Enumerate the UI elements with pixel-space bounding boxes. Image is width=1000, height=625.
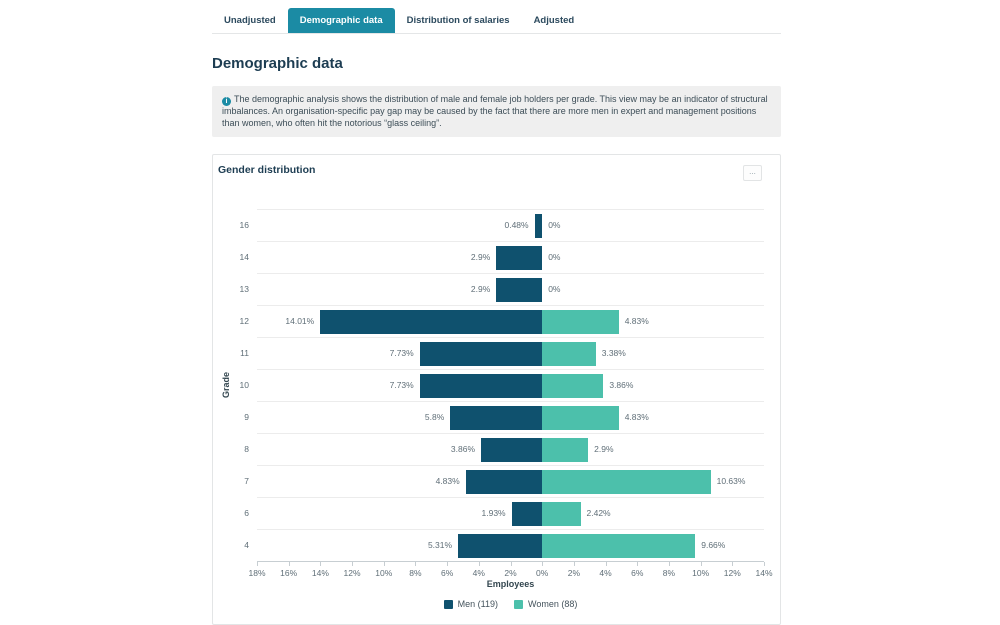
x-axis-tick-label: 12% bbox=[343, 568, 361, 578]
women-value-label: 2.9% bbox=[594, 444, 614, 454]
x-axis-tick-label: 2% bbox=[567, 568, 581, 578]
grade-tick-label: 13 bbox=[239, 284, 249, 294]
x-axis-tick bbox=[606, 562, 607, 566]
men-value-label: 5.31% bbox=[427, 540, 453, 550]
women-value-label: 4.83% bbox=[624, 316, 649, 326]
women-value-label: 0% bbox=[548, 284, 561, 294]
chart-legend bbox=[257, 599, 764, 609]
x-axis-tick-label: 16% bbox=[280, 568, 298, 578]
women-value-label: 2.42% bbox=[586, 508, 611, 518]
men-bar[interactable] bbox=[496, 278, 542, 302]
x-axis-tick bbox=[289, 562, 290, 566]
men-bar[interactable] bbox=[496, 246, 542, 270]
legend-swatch bbox=[514, 600, 523, 609]
women-value-label: 0% bbox=[548, 252, 561, 262]
men-bar[interactable] bbox=[420, 374, 542, 398]
grade-tick-label: 14 bbox=[239, 252, 249, 262]
x-axis-tick-label: 10% bbox=[375, 568, 393, 578]
men-bar[interactable] bbox=[458, 534, 542, 558]
x-axis-tick bbox=[320, 562, 321, 566]
men-value-label: 4.83% bbox=[435, 476, 460, 486]
tab-unadjusted[interactable]: Unadjusted bbox=[224, 15, 276, 26]
chart-row bbox=[239, 369, 764, 401]
men-value-label: 14.01% bbox=[285, 316, 315, 326]
legend-label: Women (88) bbox=[528, 599, 578, 609]
women-value-label: 3.38% bbox=[601, 348, 626, 358]
x-axis-tick bbox=[352, 562, 353, 566]
info-icon: i bbox=[222, 97, 231, 106]
x-axis-tick-label: 6% bbox=[631, 568, 644, 578]
women-value-label: 0% bbox=[548, 220, 561, 230]
women-value-label: 10.63% bbox=[716, 476, 746, 486]
men-value-label: 7.73% bbox=[389, 380, 414, 390]
women-bar[interactable] bbox=[542, 470, 710, 494]
x-axis-tick-label: 18% bbox=[248, 568, 266, 578]
grade-tick-label: 4 bbox=[244, 540, 249, 550]
chart-rows bbox=[239, 209, 764, 561]
legend-item-men[interactable] bbox=[444, 599, 498, 609]
page-title: Demographic data bbox=[212, 55, 343, 72]
women-bar[interactable] bbox=[542, 310, 619, 334]
grade-tick-label: 16 bbox=[239, 220, 249, 230]
x-axis-tick bbox=[542, 562, 543, 566]
men-bar[interactable] bbox=[450, 406, 542, 430]
y-axis-label-wrap bbox=[219, 209, 233, 561]
women-bar[interactable] bbox=[542, 342, 596, 366]
chart-row bbox=[239, 241, 764, 273]
y-axis-label: Grade bbox=[221, 371, 232, 399]
grade-tick-label: 8 bbox=[244, 444, 249, 454]
info-text: The demographic analysis shows the distribution of male and female job holders per grade. This view may be an indicator of structural imbalances. An organisation-specific pay gap may be caused by the fact that there are more men in expert and management positions than women, who often hit the notorious “glass ceiling”. bbox=[222, 94, 768, 128]
x-axis-tick bbox=[384, 562, 385, 566]
x-axis-tick bbox=[669, 562, 670, 566]
tab-distribution-of-salaries[interactable]: Distribution of salaries bbox=[406, 15, 510, 26]
x-axis-tick bbox=[447, 562, 448, 566]
men-value-label: 0.48% bbox=[504, 220, 529, 230]
x-axis-tick bbox=[415, 562, 416, 566]
x-axis-tick-label: 0% bbox=[536, 568, 549, 578]
chart-row bbox=[244, 465, 764, 497]
men-value-label: 7.73% bbox=[389, 348, 414, 358]
x-axis-tick-label: 8% bbox=[409, 568, 422, 578]
men-value-label: 3.86% bbox=[450, 444, 476, 454]
card-menu-button[interactable]: ... bbox=[743, 165, 762, 181]
women-bar[interactable] bbox=[542, 406, 619, 430]
women-value-label: 4.83% bbox=[624, 412, 649, 422]
grade-tick-label: 10 bbox=[239, 380, 249, 390]
tab-bar bbox=[212, 0, 781, 34]
x-axis-tick-label: 8% bbox=[662, 568, 676, 578]
gender-distribution-card bbox=[212, 154, 781, 625]
tab-demographic-data[interactable]: Demographic data bbox=[288, 8, 395, 33]
x-axis-tick-label: 4% bbox=[599, 568, 612, 578]
women-bar[interactable] bbox=[542, 534, 695, 558]
x-axis-label: Employees bbox=[486, 579, 535, 589]
chart-title: Gender distribution bbox=[218, 164, 316, 176]
chart-row bbox=[239, 273, 764, 305]
x-axis-tick bbox=[764, 562, 765, 566]
x-axis-tick bbox=[257, 562, 258, 566]
chart-row bbox=[244, 433, 764, 465]
grade-tick-label: 12 bbox=[239, 316, 249, 326]
chart-row bbox=[240, 337, 764, 369]
chart-row bbox=[244, 529, 764, 561]
men-value-label: 2.9% bbox=[470, 284, 491, 294]
x-axis-tick bbox=[732, 562, 733, 566]
men-bar[interactable] bbox=[512, 502, 543, 526]
grade-tick-label: 9 bbox=[244, 412, 249, 422]
x-axis-tick bbox=[574, 562, 575, 566]
legend-label: Men (119) bbox=[457, 599, 498, 609]
men-bar[interactable] bbox=[320, 310, 542, 334]
women-bar[interactable] bbox=[542, 438, 588, 462]
x-axis-tick bbox=[479, 562, 480, 566]
men-bar[interactable] bbox=[481, 438, 542, 462]
men-bar[interactable] bbox=[535, 214, 543, 238]
x-axis-tick-label: 2% bbox=[504, 568, 517, 578]
x-axis-tick-label: 6% bbox=[440, 568, 454, 578]
chart-row bbox=[244, 497, 764, 529]
men-bar[interactable] bbox=[420, 342, 542, 366]
x-axis-tick bbox=[701, 562, 702, 566]
content-column bbox=[212, 0, 781, 625]
x-axis-tick-label: 4% bbox=[472, 568, 485, 578]
women-value-label: 9.66% bbox=[701, 540, 726, 550]
women-value-label: 3.86% bbox=[609, 380, 634, 390]
grade-tick-label: 7 bbox=[244, 476, 249, 486]
men-value-label: 5.8% bbox=[424, 412, 445, 422]
grade-tick-label: 6 bbox=[244, 508, 249, 518]
men-value-label: 1.93% bbox=[481, 508, 506, 518]
x-axis-tick bbox=[637, 562, 638, 566]
x-axis-tick-label: 10% bbox=[692, 568, 710, 578]
men-value-label: 2.9% bbox=[470, 252, 491, 262]
chart-row bbox=[239, 305, 764, 337]
x-axis bbox=[248, 561, 773, 578]
info-banner bbox=[212, 86, 781, 137]
women-bar[interactable] bbox=[542, 502, 580, 526]
tab-adjusted[interactable]: Adjusted bbox=[533, 15, 575, 26]
chart-row bbox=[244, 401, 764, 433]
legend-swatch bbox=[444, 600, 453, 609]
grade-tick-label: 11 bbox=[240, 348, 249, 358]
x-axis-tick-label: 12% bbox=[723, 568, 741, 578]
x-axis-tick-label: 14% bbox=[755, 568, 773, 578]
legend-item-women[interactable] bbox=[514, 599, 577, 609]
x-axis-tick-label: 14% bbox=[311, 568, 329, 578]
chart-row bbox=[239, 209, 764, 241]
men-bar[interactable] bbox=[466, 470, 543, 494]
women-bar[interactable] bbox=[542, 374, 603, 398]
x-axis-tick bbox=[511, 562, 512, 566]
